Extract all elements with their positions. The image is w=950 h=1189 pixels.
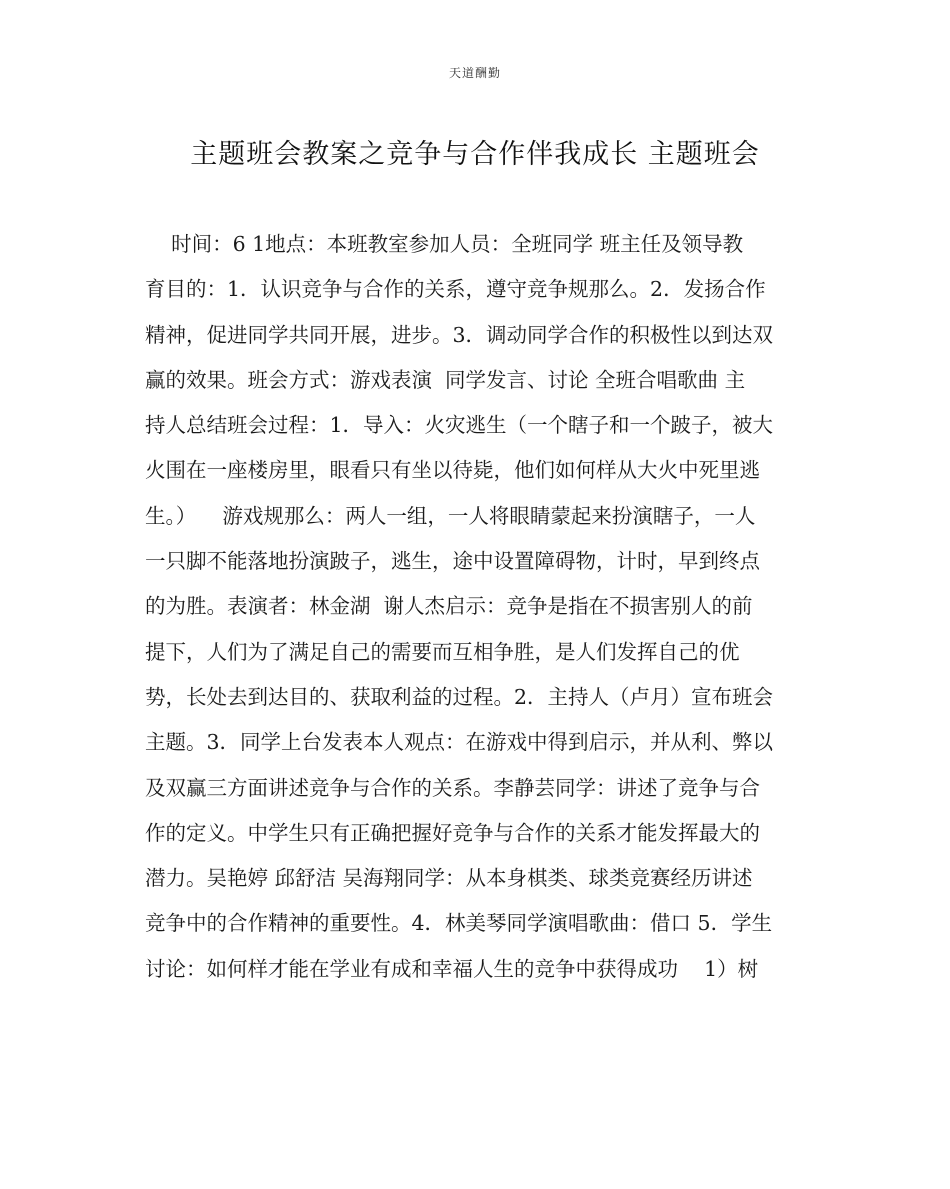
document-title: 主题班会教案之竞争与合作伴我成长 主题班会 xyxy=(190,139,760,170)
body-line: 赢的效果。班会方式：游戏表演 同学发言、讨论 全班合唱歌曲 主 xyxy=(145,367,746,392)
body-line: 的为胜。表演者：林金湖 谢人杰启示：竞争是指在不损害别人的前 xyxy=(145,594,753,619)
body-line: 竞争中的合作精神的重要性。4．林美琴同学演唱歌曲：借口 5．学生 xyxy=(145,911,773,936)
body-line: 一只脚不能落地扮演跛子，逃生，途中设置障碍物，计时，早到终点 xyxy=(145,549,760,574)
body-line: 持人总结班会过程：1．导入：火灾逃生（一个瞎子和一个跛子，被大 xyxy=(145,413,774,438)
body-line: 生。） 游戏规那么：两人一组，一人将眼睛蒙起来扮演瞎子，一人 xyxy=(145,503,756,528)
body-line: 潜力。吴艳婷 邱舒洁 吴海翔同学：从本身棋类、球类竞赛经历讲述 xyxy=(145,866,753,891)
document-body xyxy=(145,222,805,992)
body-line: 精神，促进同学共同开展，进步。3．调动同学合作的积极性以到达双 xyxy=(145,322,774,347)
body-line: 讨论：如何样才能在学业有成和幸福人生的竞争中获得成功 1）树 xyxy=(145,956,759,981)
body-line: 主题。3．同学上台发表本人观点：在游戏中得到启示，并从利、弊以 xyxy=(145,730,774,755)
page-header: 天道酬勤 xyxy=(448,66,501,80)
body-line: 火围在一座楼房里，眼看只有坐以待毙，他们如何样从大火中死里逃 xyxy=(145,458,760,483)
body-line: 及双赢三方面讲述竞争与合作的关系。李静芸同学：讲述了竞争与合 xyxy=(145,775,760,800)
body-line: 育目的：1．认识竞争与合作的关系，遵守竞争规那么。2．发扬合作 xyxy=(145,277,766,302)
body-line: 作的定义。中学生只有正确把握好竞争与合作的关系才能发挥最大的 xyxy=(145,820,760,845)
body-line: 时间：6 1地点：本班教室参加人员：全班同学 班主任及领导教 xyxy=(145,232,744,256)
body-line: 提下，人们为了满足自己的需要而互相争胜，是人们发挥自己的优 xyxy=(145,639,740,664)
body-line: 势，长处去到达目的、获取利益的过程。2．主持人（卢月）宣布班会 xyxy=(145,684,774,709)
